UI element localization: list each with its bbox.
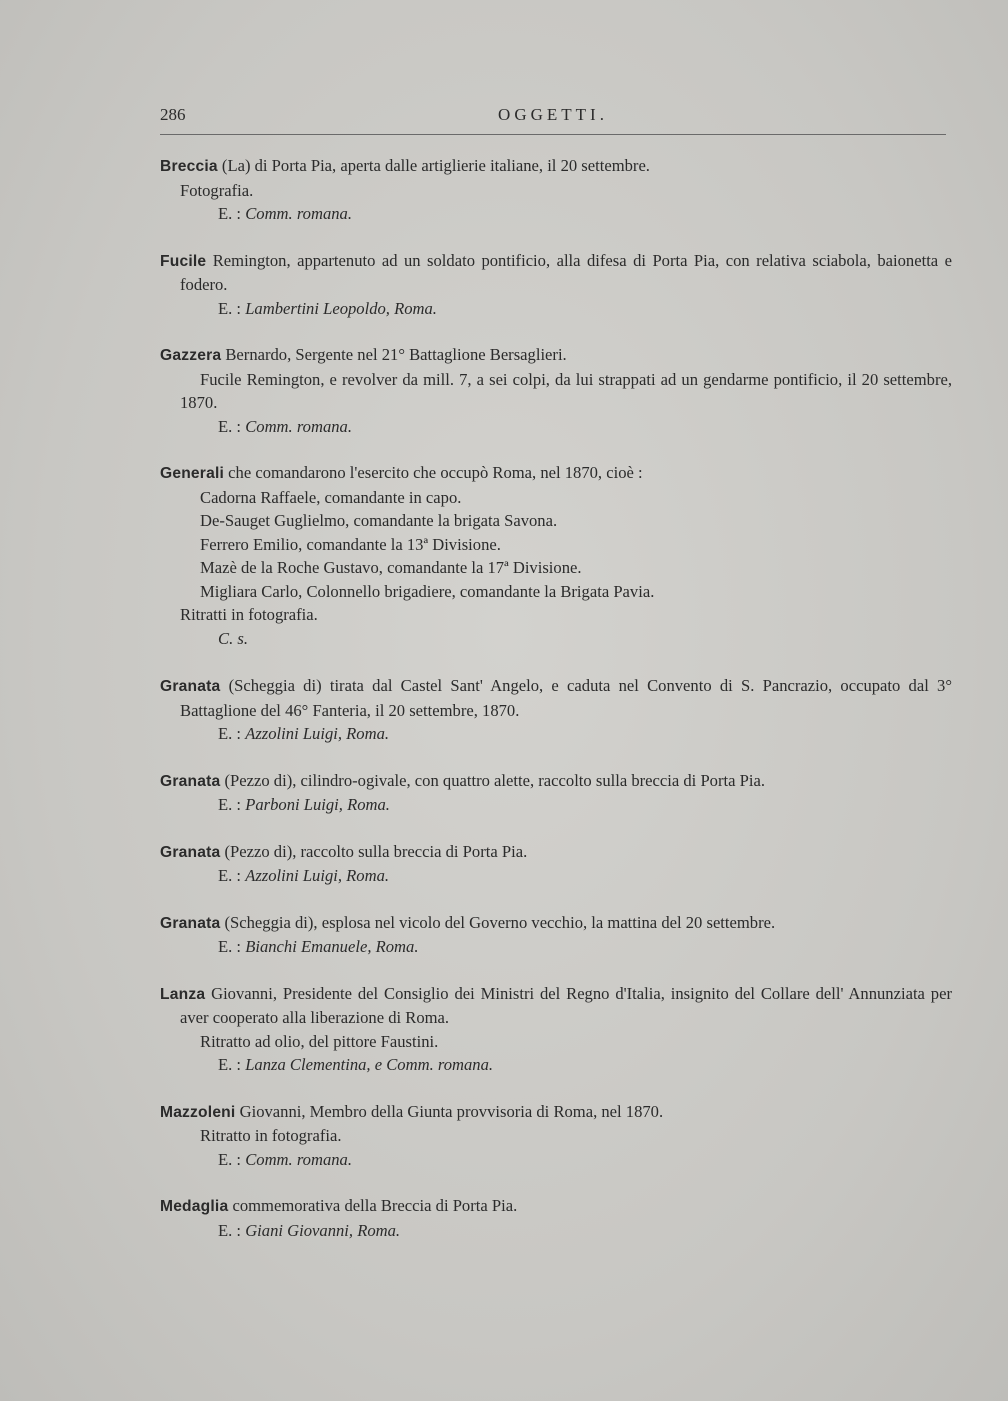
entry-text: (Scheggia di) tirata dal Castel Sant' Angelo, e caduta nel Convento di S. Pancrazio, occupato dal 3° Battaglione del 46° Fanteria, il 20 settembre, 1870. [180, 676, 952, 720]
entry-heading-line [160, 769, 952, 794]
source-name: Parboni Luigi, Roma. [245, 795, 390, 814]
entry-heading-line [160, 154, 952, 179]
entry-text: (Scheggia di), esplosa nel vicolo del Governo vecchio, la mattina del 20 settembre. [220, 912, 776, 932]
entry-source [160, 1219, 952, 1243]
source-name: Giani Giovanni, Roma. [245, 1220, 401, 1240]
entry-headword: Lanza [160, 985, 206, 1003]
entry-text: commemorativa della Breccia di Porta Pia. [228, 1196, 518, 1215]
entry-headword: Generali [160, 465, 225, 482]
entry-heading-line [160, 840, 952, 865]
source-label: E. : [218, 795, 246, 814]
entry-description: Ritratto in fotografia. [200, 1126, 342, 1145]
source-label: E. : [218, 1220, 246, 1240]
source-label: E. : [218, 416, 246, 436]
catalog-entry [160, 343, 952, 438]
entry-source [160, 935, 952, 959]
entry-headword: Breccia [160, 158, 218, 175]
catalog-entry [160, 1194, 952, 1242]
entry-headword: Gazzera [160, 347, 222, 364]
running-title: OGGETTI. [498, 105, 608, 124]
entry-text: Giovanni, Membro della Giunta provvisoria di Roma, nel 1870. [235, 1101, 664, 1121]
source-name: Comm. romana. [245, 1149, 352, 1169]
entry-headword: Granata [160, 843, 221, 861]
entry-headword: Mazzoleni [160, 1103, 236, 1121]
entry-heading-line [160, 249, 952, 297]
entry-source: C. s. [218, 628, 248, 648]
general-name: Ferrero Emilio, comandante la 13ª Divisione. [200, 534, 501, 554]
source-name: Lanza Clementina, e Comm. romana. [245, 1055, 494, 1074]
source-name: Comm. romana. [245, 204, 352, 223]
catalog-entry [160, 840, 952, 888]
catalog-entry [160, 461, 952, 650]
source-label: E. : [218, 1055, 246, 1074]
source-label: E. : [218, 866, 246, 885]
catalog-entry [160, 674, 952, 746]
entry-source [160, 1148, 952, 1172]
entry-heading-line [160, 1100, 952, 1125]
entry-heading-line [160, 1194, 952, 1219]
general-name: De-Sauget Guglielmo, comandante la brigata Savona. [200, 511, 558, 530]
entry-text: (Pezzo di), cilindro-ogivale, con quattro alette, raccolto sulla breccia di Porta Pia. [220, 770, 765, 790]
source-name: Azzolini Luigi, Roma. [245, 724, 390, 743]
entry-text: (La) di Porta Pia, aperta dalle artiglierie italiane, il 20 settembre. [217, 156, 650, 175]
entry-description: Fotografia. [180, 180, 254, 200]
page-number: 286 [160, 105, 186, 124]
entry-headword: Granata [160, 772, 221, 790]
entry-text: Giovanni, Presidente del Consiglio dei Ministri del Regno d'Italia, insignito del Collare dell' Annunziata per aver cooperato alla liberazione di Roma. [180, 983, 952, 1027]
page-header [160, 100, 946, 135]
entry-source [160, 864, 952, 888]
catalog-entry [160, 154, 952, 226]
entry-text: Remington, appartenuto ad un soldato pontificio, alla difesa di Porta Pia, con relativa sciabola, baionetta e fodero. [180, 250, 952, 294]
entry-source [160, 415, 952, 439]
entry-heading-line [160, 982, 952, 1030]
entry-headword: Granata [160, 914, 221, 932]
entry-headword: Granata [160, 678, 221, 695]
catalog-entry [160, 769, 952, 817]
entry-heading-line [160, 461, 952, 486]
catalog-entries [160, 154, 952, 1265]
source-label: E. : [218, 298, 246, 318]
entry-heading-line [160, 911, 952, 936]
entry-text: che comandarono l'esercito che occupò Roma, nel 1870, cioè : [224, 463, 643, 482]
entry-heading-line [160, 674, 952, 722]
general-name: Cadorna Raffaele, comandante in capo. [200, 487, 462, 507]
entry-description: Fucile Remington, e revolver da mill. 7, a sei colpi, da lui strappati ad un gendarme pontificio, il 20 settembre, 1870. [180, 369, 952, 412]
catalog-entry [160, 249, 952, 321]
general-name: Migliara Carlo, Colonnello brigadiere, comandante la Brigata Pavia. [200, 581, 655, 601]
source-name: Comm. romana. [245, 416, 352, 436]
source-name: Lambertini Leopoldo, Roma. [245, 298, 437, 318]
entry-headword: Medaglia [160, 1198, 229, 1215]
entry-source [160, 722, 952, 746]
source-name: Bianchi Emanuele, Roma. [245, 937, 419, 956]
source-name: Azzolini Luigi, Roma. [245, 866, 390, 885]
catalog-entry [160, 1100, 952, 1172]
entry-text: (Pezzo di), raccolto sulla breccia di Porta Pia. [220, 841, 528, 861]
source-label: E. : [218, 1149, 246, 1169]
general-name: Mazè de la Roche Gustavo, comandante la 17ª Divisione. [200, 558, 582, 577]
catalog-entry [160, 911, 952, 959]
entry-source [160, 297, 952, 321]
entry-description: Ritratti in fotografia. [180, 605, 318, 624]
entry-headword: Fucile [160, 252, 207, 270]
entry-source [160, 793, 952, 817]
source-label: E. : [218, 937, 246, 956]
source-label: E. : [218, 204, 246, 223]
entry-source [160, 1053, 952, 1077]
entry-text: Bernardo, Sergente nel 21° Battaglione Bersaglieri. [221, 345, 567, 364]
entry-description: Ritratto ad olio, del pittore Faustini. [200, 1031, 439, 1051]
entry-source [160, 202, 952, 226]
catalog-entry [160, 982, 952, 1077]
source-label: E. : [218, 724, 246, 743]
entry-heading-line [160, 343, 952, 368]
